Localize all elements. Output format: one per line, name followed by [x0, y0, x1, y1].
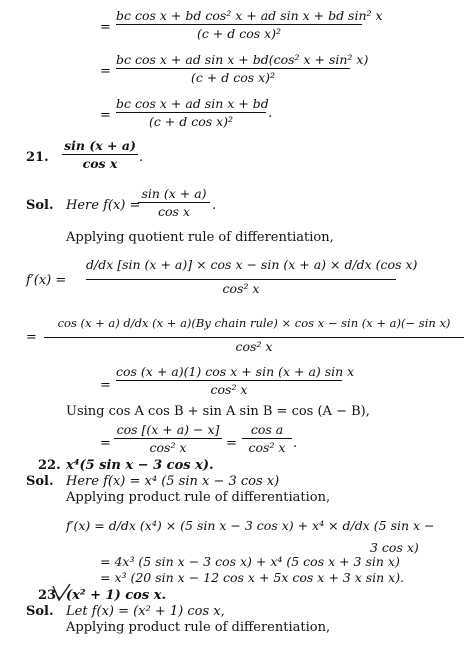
fraction-numerator: d/dx [sin (x + a)] × cos x − sin (x + a) × d/dx (cos x): [86, 257, 418, 272]
solution-text: Here f(x) =: [66, 198, 141, 213]
equals-sign: =: [226, 436, 237, 451]
derivative-step: = x³ (20 sin x − 12 cos x + 5x cos x + 3 x sin x).: [100, 570, 405, 585]
fraction-bar: [138, 202, 210, 203]
fraction-numerator: bc cos x + bd cos² x + ad sin x + bd sin² x: [116, 8, 383, 23]
fraction-bar: [116, 380, 342, 381]
fraction-denominator: cos² x: [210, 382, 248, 397]
period: .: [293, 436, 298, 451]
solution-label: Sol.: [26, 474, 54, 489]
fraction-eq3: [116, 96, 269, 129]
identity-text: Using cos A cos B + sin A sin B = cos (A − B),: [66, 404, 370, 419]
fraction-bar: [114, 438, 222, 439]
fraction-bar: [116, 24, 362, 25]
question-text: x⁴(5 sin x − 3 cos x).: [66, 458, 214, 473]
fraction-bar: [242, 438, 292, 439]
period: .: [139, 150, 144, 165]
fraction-numerator: cos [(x + a) − x]: [116, 422, 220, 437]
fraction-eq1: [116, 8, 383, 41]
fraction-bar: [44, 337, 464, 338]
derivative-line-continued: 3 cos x): [370, 540, 419, 555]
instruction-text: Applying quotient rule of differentiation,: [66, 230, 334, 245]
check-mark-icon: [50, 582, 72, 604]
derivative-lhs: f′(x) =: [26, 273, 67, 288]
fraction-numerator: sin (x + a): [141, 186, 207, 201]
solution-label: Sol.: [26, 198, 54, 213]
step3-fraction-2: [242, 422, 292, 455]
solution-text: Here f(x) = x⁴ (5 sin x − 3 cos x): [66, 474, 280, 489]
question-text: (x² + 1) cos x.: [66, 588, 166, 603]
fraction-denominator: cos x: [158, 204, 190, 219]
fraction-numerator: cos (x + a) d/dx (x + a)(By chain rule) × cos x − sin (x + a)(− sin x): [57, 316, 451, 330]
equals-sign: =: [100, 378, 111, 393]
fraction-eq2: [116, 52, 369, 85]
derivative-line: f′(x) = d/dx (x⁴) × (5 sin x − 3 cos x) + x⁴ × d/dx (5 sin x −: [66, 518, 435, 533]
fraction-denominator: cos² x: [222, 281, 260, 296]
fraction-denominator: cos x: [82, 156, 118, 171]
instruction-text: Applying product rule of differentiation,: [66, 620, 331, 635]
question-number: 22.: [38, 458, 61, 473]
fraction-numerator: cos a: [250, 422, 284, 437]
equals-sign: =: [100, 64, 111, 79]
step2-fraction: [116, 364, 355, 397]
equals-sign: =: [100, 436, 111, 451]
equals-sign: =: [100, 20, 111, 35]
fraction-denominator: (c + d cos x)²: [196, 26, 282, 41]
solution-fraction: [138, 186, 210, 219]
fraction-bar: [116, 112, 266, 113]
fraction-numerator: bc cos x + ad sin x + bd(cos² x + sin² x): [116, 52, 369, 67]
fraction-numerator: cos (x + a)(1) cos x + sin (x + a) sin x: [116, 364, 355, 379]
fraction-denominator: cos² x: [149, 440, 187, 455]
chain-fraction: [44, 310, 464, 354]
step3-fraction-1: [114, 422, 222, 455]
instruction-text: Applying product rule of differentiation,: [66, 490, 331, 505]
period: .: [212, 198, 217, 213]
fraction-bar: [86, 279, 396, 280]
fraction-denominator: (c + d cos x)²: [148, 114, 234, 129]
fraction-denominator: cos² x: [248, 440, 286, 455]
fraction-numerator: sin (x + a): [64, 138, 136, 153]
fraction-numerator: bc cos x + ad sin x + bd: [116, 96, 269, 111]
equals-sign: =: [100, 108, 111, 123]
derivative-fraction: [86, 252, 418, 296]
solution-text: Let f(x) = (x² + 1) cos x,: [66, 604, 225, 619]
fraction-bar: [62, 154, 138, 155]
fraction-denominator: (c + d cos x)²: [190, 70, 276, 85]
fraction-bar: [116, 68, 350, 69]
derivative-step: = 4x³ (5 sin x − 3 cos x) + x⁴ (5 cos x + 3 sin x): [100, 554, 400, 569]
question-fraction: [62, 138, 138, 171]
question-number: 21.: [26, 150, 49, 165]
question-number: 23.: [38, 588, 61, 603]
period: .: [268, 106, 273, 121]
equals-sign: =: [26, 330, 37, 345]
solution-label: Sol.: [26, 604, 54, 619]
fraction-denominator: cos² x: [235, 339, 273, 354]
